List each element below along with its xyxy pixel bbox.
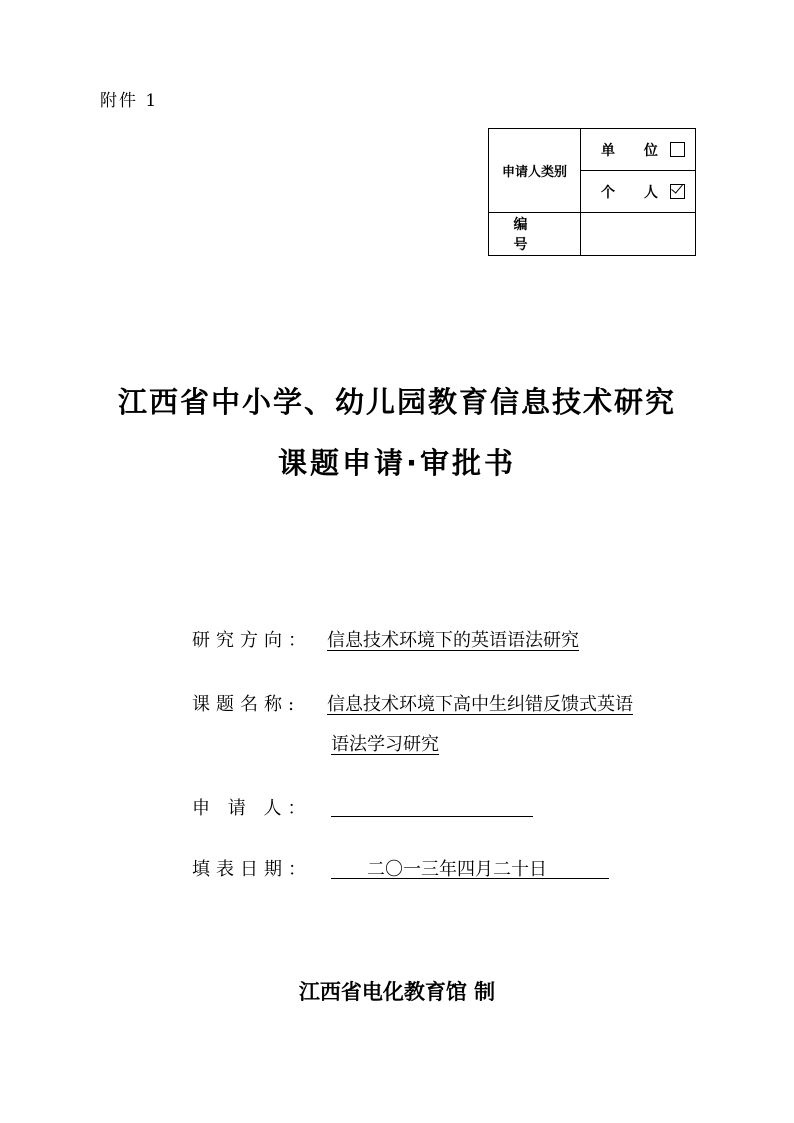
option-unit[interactable] (581, 129, 696, 171)
date-value[interactable]: 二〇一三年四月二十日 (367, 859, 547, 880)
applicant-info-table (488, 128, 696, 256)
research-direction-value[interactable]: 信息技术环境下的英语语法研究 (327, 630, 579, 651)
unit-checkbox[interactable] (670, 142, 685, 157)
project-name-row-2 (331, 730, 439, 756)
document-title-line2: 课题申请·审批书 (277, 446, 517, 480)
individual-checkbox[interactable] (670, 184, 685, 199)
research-direction-row (192, 626, 579, 652)
number-label: 编 号 (489, 213, 581, 256)
issuer-footer: 江西省电化教育馆 制 (298, 980, 496, 1004)
document-title-line1: 江西省中小学、幼儿园教育信息技术研究 (117, 385, 676, 419)
applicant-underline (331, 816, 533, 817)
research-direction-label: 研究方向： (192, 630, 312, 651)
option-unit-label: 单 位 (601, 142, 670, 159)
option-individual-label: 个 人 (601, 184, 670, 201)
project-name-value-line2[interactable]: 语法学习研究 (331, 734, 439, 755)
applicant-category-label: 申请人类别 (489, 129, 581, 213)
number-field[interactable] (581, 213, 696, 256)
project-name-row (192, 690, 633, 716)
project-name-label: 课题名称: (192, 694, 301, 715)
applicant-label: 申 请 人： (192, 798, 312, 819)
option-individual[interactable] (581, 171, 696, 213)
date-underline (331, 878, 609, 879)
applicant-row (192, 794, 327, 820)
date-label: 填表日期： (192, 859, 312, 880)
project-name-value[interactable]: 信息技术环境下高中生纠错反馈式英语 (327, 694, 633, 715)
attachment-label: 附件 1 (100, 91, 159, 111)
